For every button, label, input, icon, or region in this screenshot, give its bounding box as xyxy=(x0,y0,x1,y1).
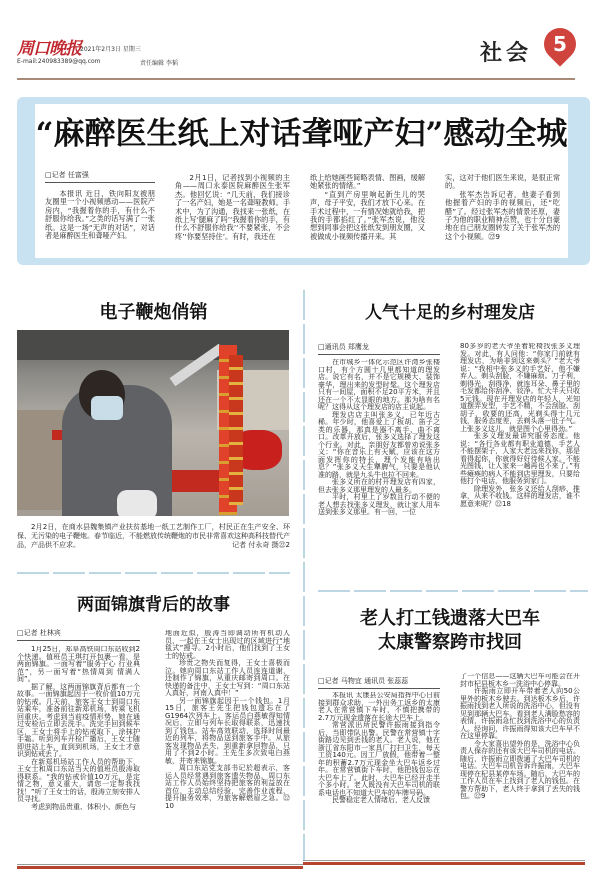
article-paragraph: 纸上给她画些简略表情、图画，缓解她紧张的情绪。” xyxy=(310,174,425,191)
section-divider xyxy=(318,590,588,592)
barber-byline: □通讯员 郑鹰龙 xyxy=(318,342,440,355)
article-paragraph: 地面近似，殷涛当即调动所有机动人员，一起在王女士出现过的区域进行“地毯式”搜寻。2小时后，他们找到了王女士的钻戒。 xyxy=(165,630,290,660)
article-paragraph: 张军杰告诉记者，他妻子看到他握着产妇的手的视频后，还“吃醋”了。经过张军杰的情景还原，妻子为他的职业精神点赞，也十分自豪地在自己朋友圈转发了关于张军杰的这个小视频。㉒9 xyxy=(445,189,560,241)
money-column xyxy=(318,692,440,847)
lead-column xyxy=(445,174,560,244)
photo-story-headline: 电子鞭炮俏销 xyxy=(99,302,208,323)
article-paragraph: 周口东站党支部书记於超表示，客运人员经常遇到旅客遗失物品，周口东站工作人员始终坚持把旅客的利益放在首位，主动总结经验，完善作业流程，提升服务效率，为旅客解燃眉之急。㉒10 xyxy=(165,764,290,810)
article-paragraph: “直到产房里响起新生儿的哭声，母子平安，我们才放下心来。在手术过程中，一有情况她就给我，把我的手都掐红了。”张军杰说，他没想到同事会把这张纸发到朋友圈，又被做成小视频传播开来。其 xyxy=(310,189,425,241)
article-paragraph: 张多义理发最讲究服务态度。他说：“各行各业都有职业道德，手艺人不能摆架子，人家大老远来找你，那是看得起你，你就得好好待候人家。不能光图钱，让人家来一趟再也不来了。”有些瘫痪的病人不能到店里理发，只要给他打个电话，他服务到家门。 xyxy=(460,432,580,485)
banners-column xyxy=(17,646,140,852)
article-paragraph: 据了解，这两面锦旗背后都有一个故事。一面锦旗起因于一枚价值10万元的钻戒。几天前，旅客王女士到周口东站乘车，准备前往新郑机场，转乘飞机回重庆。考虑到当前疫情形势，她在通过安检后立即去洗手。洗完手回到候车区，王女士将手上的钻戒取下，涂抹护手霜。听到列车开检广播后，王女士随即进站上车，直到到机场，王女士才意识到钻戒丢了。 xyxy=(17,682,140,758)
page-number: 5 xyxy=(553,32,567,56)
photo-credit: 记者 付永奇 摄㉒2 xyxy=(232,541,290,549)
issue-date: 2021年2月3日 星期三 xyxy=(80,46,141,53)
photo-caption xyxy=(17,523,290,550)
article-paragraph: 80多岁的老大爷坐着轮椅找张多义理发。对此，有人问他：“你家门前就有理发店，为啥非到这来剃头？”老大爷说：“我相中张多义的手艺好，他不嫌弃人。剃头刮脸，不嫌麻烦。刀子利，剃得光，刮得净，就连耳朵、鼻子里的毛发都给你刮净、铰净。忙大半天只收5元钱。现在开理发店的年轻人，光知道摆弄发型，手艺不精，不会刮脸、刮胡子，收要的还高，光剃头得十几元钱，服务态度差，去剃头落一肚子气。上张多义这儿，就是图个心里得劲。” xyxy=(460,343,580,433)
money-headline-line2: 太康警察跨市找回 xyxy=(378,632,522,653)
article-paragraph: 考虑到物品贵重、体积小、颜色与 xyxy=(31,802,136,811)
column-divider xyxy=(303,290,305,860)
article-paragraph: 另一面锦旗起因于一个钱包。1月15日，旅客王先生把钱包遗忘在了G1964次列车上。客运员白燕敏得知情况后，立即与列车长取得联系，迅速找到了钱包。站车高效联动，选择时间最近的列车，将物品送到旅客手中。从旅客发现物品丢失，到重新拿回物品，只用了不到2小时。王先生多次致电白燕敏，并寄来锦旗。 xyxy=(165,696,290,765)
article-paragraph: 民警稳定老人情绪后，老人反馈 xyxy=(332,796,430,804)
header-rule xyxy=(17,78,575,80)
article-paragraph: 除理发外，张多义还给人刮痧、推拿，从来不收钱。这样的理发店，谁不愿意来呢？㉒18 xyxy=(460,484,580,508)
article-paragraph: 常营派出所民警许振雨接到指令后，当即带队出警。民警在常营镇十字街路边见到丢钱的老人。老人说，他在浙江省东阳市一家具厂打扫卫生，每天工资140元。因工厂放假，他带着一整年的积蓄2.7万元现金坐大巴车返乡过年。在常营镇街下车时，他把钱包忘在大巴车上了。此时，大巴车已经开走半个多小时。老人既没有大巴车司机的联系电话也不知道大巴车的车牌号码。 xyxy=(318,721,440,797)
lead-headline: “麻醉医生纸上对话聋哑产妇”感动全城 xyxy=(35,116,568,152)
article-paragraph: 1月25日，郑阜高铁周口东站收到2个快递。值班员王琪打开包裹一看，是两面锦旗。一面写着“服务于心 行业典范”，另一面写着“热情周到 情满人间”。 xyxy=(17,646,140,683)
page-number-pin-icon xyxy=(537,21,582,66)
banners-column xyxy=(165,630,290,852)
lead-byline: □记者 任富强 xyxy=(45,170,155,183)
lead-column xyxy=(310,174,425,244)
money-column xyxy=(460,673,580,843)
banners-byline: □记者 杜林宾 xyxy=(17,628,140,641)
article-paragraph: 在新郑机场站工作人员的帮助下，王女士和周口东站当天的值班员殷涛取得联系。“我的钻戒价值10万元，是定情之物，意义重大，请您一定帮我找找！”听了王女士的话，殷涛立刻安排人员寻找。 xyxy=(17,757,140,803)
article-paragraph: 在市城乡一体化示范区许湾乡张楼口村，有个方圆十几里都知道的理发店。说它有名，并不是它规模大、装饰豪华，理出来的发型时髦。这个理发店只有一间屋，面积不足20平方米，并且还在一个不太显眼的地方。那为啥有名呢？这得从这个理发店的店主说起。 xyxy=(318,359,440,411)
barber-headline: 人气十足的乡村理发店 xyxy=(365,303,535,323)
article-paragraph: 许振雨立即开车带着老人向50公里外的板木乡驶去。到达板木乡后，许振雨找到老人所说的洗浴中心，但没有见到那辆大巴车。看到老人满脸愁容的表情，许振雨急忙找到洗浴中心的负责人。经询问，许振雨得知该大巴车早不在这里停靠。 xyxy=(460,687,580,740)
editor-credit: 责任编辑 李韬 xyxy=(140,60,178,67)
money-headline-line1: 老人打工钱遗落大巴车 xyxy=(360,608,540,629)
newspaper-logo: 周口晚报 xyxy=(17,39,81,59)
money-byline: □记者 马物宜 通讯员 张蕊蕊 xyxy=(318,676,440,689)
article-paragraph: 珍贵之物失而复得，王女士喜极而泣。她向周口东站工作人员连连道谢，还制作了锦旗，从重庆邮寄到周口。在快递的备注中，王女士写到：“周口东站人真好，河南人真中！” xyxy=(165,659,290,697)
barber-column xyxy=(318,359,440,567)
footer-rule xyxy=(17,864,303,869)
money-headline xyxy=(310,607,590,655)
barber-column xyxy=(460,343,580,523)
firecracker-photo xyxy=(17,330,289,516)
lead-column xyxy=(175,174,290,244)
article-paragraph: 本报讯 近日，铁向阳友被朋友圈里一个小视频感动——医院产房内，“我握着你的手，有什么不舒服你给我。”之类的话写满了一张纸。这是一场“无声的对话”，对话者是麻醉医生和聋哑产妇。 xyxy=(45,190,155,241)
banners-headline: 两面锦旗背后的故事 xyxy=(77,595,230,615)
caption-text: 2月2日，在商水县魏集镇产业扶贫基地一纸工艺制作工厂，村民正在生产安全、环保、无污染的电子鞭炮。春节临近，不能燃放传统鞭炮的市民非常喜欢这种高科技替代产品，产品供不应求。 xyxy=(17,523,290,549)
lead-column xyxy=(45,190,155,245)
section-name: 社会 xyxy=(480,40,533,66)
article-paragraph: 本报讯 太康县公安局指挥中心日前接到群众求助，一外出务工返乡的太康老人在常营镇下车时，不慎把携带的2.7万元现金遗落在长途大巴车上。 xyxy=(318,692,440,722)
article-paragraph: 2月1日，记者找到小视频的主角——周口永泰医院麻醉医生张军杰。他回忆说：“几天前，我们接诊了一名产妇，她是一名聋哑教师。手术中，为了沟通，我找来一张纸，在纸上写‘腿麻了吗’‘我握着你的手，有什么不舒服你给我’‘不要紧张，不会疼’‘你要坚持住’。有时，我还在 xyxy=(175,174,290,241)
article-paragraph: 令大家喜出望外的是，洗浴中心负责人保存的还有该大巴车司机的电话。随后，许振雨立即拨通了大巴车司机的电话。大巴车司机告诉许振雨，大巴车现停在杞县某停车场。随后，大巴车的工作人员在车上找到了老人的钱包。在警方帮助下，老人终于拿到了丢失的钱包。㉒9 xyxy=(460,739,580,800)
article-paragraph: 平时，村里上了岁数且行动不便的老人想去找张多义理发，就让家人用车送到张多义那里。有一回，一位 xyxy=(318,493,440,516)
footer-rule xyxy=(303,860,585,865)
contact-email: E-mail:240983389@qq.com xyxy=(17,58,101,65)
article-paragraph: 实，这对于他们医生来说，是很正常的。 xyxy=(445,174,560,191)
section-divider xyxy=(17,572,290,574)
article-paragraph: 张多义所在的村开理发店有四家，但去张多义那里理发的人最多。 xyxy=(318,478,440,494)
article-paragraph: 理发店店主叫张多义，已年近古稀。年少时，他喜爱上了板胡、笛子之类的乐器，那真是器不离手、曲不离口。改革开放后，张多义选择了理发这个行业。对此，亲朋好友都曾劝说张多义：“你在音乐上有天赋，应该在这方面发挥你的特长，理个发能有啥出息？”张多义天生犟脾气，只要是他认准的路，就是九头牛也拉不回来。 xyxy=(318,410,440,479)
article-paragraph: 了一个信息——这辆大巴车可能会在开封市杞县板木乡一洗浴中心停靠。 xyxy=(460,673,580,688)
